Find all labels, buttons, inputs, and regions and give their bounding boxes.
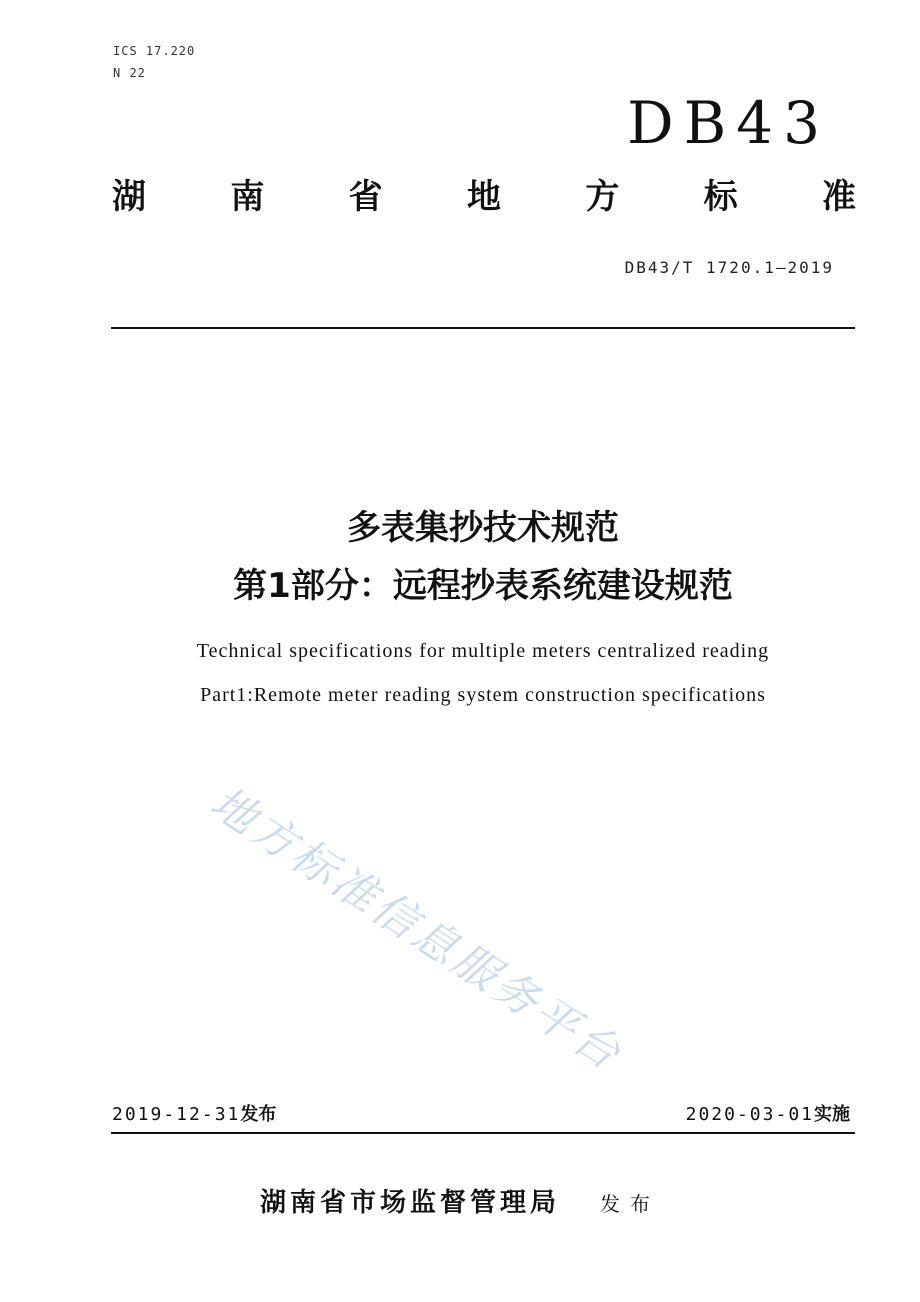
title-cn-line2: 第1部分：远程抄表系统建设规范 [233, 566, 733, 606]
title-en-line1: Technical specifications for multiple meters centralized reading [196, 640, 770, 662]
ics-code: ICS 17.220 [113, 44, 196, 58]
issuer [0, 1182, 920, 1219]
province-char: 准 [821, 177, 856, 217]
province-char: 南 [230, 177, 265, 217]
province-char: 地 [466, 177, 501, 217]
province-char: 湖 [112, 177, 146, 217]
bottom-divider [111, 1132, 855, 1134]
province-char: 省 [348, 177, 383, 217]
title-cn-line1: 多表集抄技术规范 [347, 508, 619, 548]
province-char: 标 [703, 177, 738, 217]
publish-date-block [112, 1100, 276, 1126]
top-divider [111, 327, 855, 329]
publish-date: 2019-12-31 [112, 1104, 241, 1125]
publish-label: 发布 [240, 1104, 277, 1125]
issuer-name: 湖南省市场监督管理局 [259, 1188, 560, 1218]
classification-codes [113, 40, 195, 84]
standard-number: DB43/T 1720.1—2019 [624, 258, 834, 277]
implement-label: 实施 [814, 1104, 850, 1125]
province-standard-heading [112, 172, 856, 222]
ccs-code: N 22 [113, 66, 146, 80]
title-en-line2: Part1:Remote meter reading system construction specifications [200, 684, 766, 706]
implement-date: 2020-03-01 [685, 1104, 814, 1125]
issuer-action: 发布 [600, 1192, 660, 1216]
watermark: 地方标准信息服务平台 [201, 777, 632, 1082]
implement-date-block [686, 1100, 850, 1126]
standard-code: DB43 [627, 89, 830, 157]
province-char: 方 [585, 177, 620, 217]
